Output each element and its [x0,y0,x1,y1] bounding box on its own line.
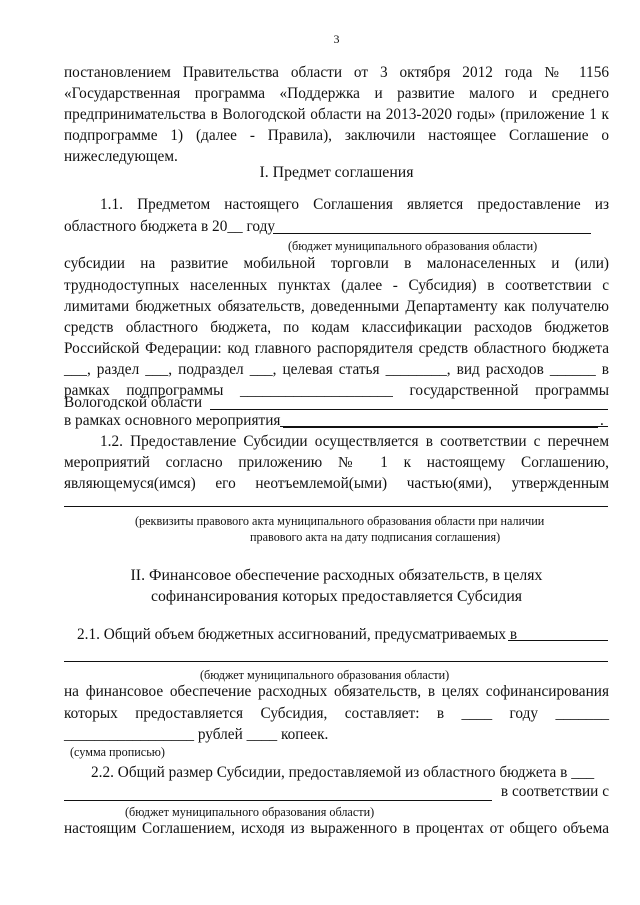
clause-1-1-line: Вологодской области [64,394,203,411]
clause-2-1-line: 2.1. Общий объем бюджетных ассигнований, предусматриваемых в [77,626,518,643]
paragraph-line: предпринимательства в Вологодской области на 2013-2020 годы» (приложение 1 к [64,106,609,123]
paragraph-line: «Государственная программа «Поддержка и развитие малого и среднего [64,85,609,102]
blank-line [273,233,591,234]
blank-line [210,409,608,410]
clause-1-2-line: являющемуся(имся) его неотъемлемой(ыми) частью(ями), утвержденным [64,475,609,492]
clause-1-1-line: областного бюджета в 20__ году [64,218,276,235]
field-caption: (сумма прописью) [70,745,165,759]
clause-1-1-line: труднодоступных населенных пунктах (далее - Субсидия) в соответствии с [64,277,609,294]
clause-1-1-line: лимитами бюджетных обязательств, доведенными Департаменту как получателю [64,298,609,315]
blank-line [64,506,608,507]
blank-line [283,427,598,428]
section-heading: софинансирования которых предоставляется Субсидия [150,588,523,605]
paragraph-line: постановлением Правительства области от 3 октября 2012 года № 1156 [64,64,609,81]
clause-2-2-line: 2.2. Общий размер Субсидии, предоставляемой из областного бюджета в ___ [91,764,595,781]
section-heading: II. Финансовое обеспечение расходных обязательств, в целях [130,567,543,584]
field-caption: (бюджет муниципального образования области) [288,239,538,253]
clause-2-1-line: _________________ рублей ____ копеек. [64,726,329,743]
paragraph-line: подпрограмме 1) (далее - Правила), заключили настоящее Соглашение о [64,127,609,144]
clause-1-1-line: Российской Федерации: код главного распорядителя средств областного бюджета [64,340,609,357]
clause-1-1-line: субсидии на развитие мобильной торговли в малонаселенных и (или) [64,255,609,272]
field-caption: (реквизиты правового акта муниципального образования области при наличии [135,514,545,528]
field-caption: (бюджет муниципального образования области) [125,805,375,819]
clause-1-1-line: 1.1. Предметом настоящего Соглашения является предоставление из [100,196,609,213]
clause-1-2-line: мероприятий согласно приложению № 1 к настоящему Соглашению, [64,454,609,471]
blank-line [64,661,608,662]
field-caption: правового акта на дату подписания соглашения) [250,530,501,544]
section-heading: I. Предмет соглашения [259,164,414,181]
blank-line [508,640,608,641]
page-number: 3 [333,32,340,46]
clause-2-1-line: которых предоставляется Субсидия, составляет: в ____ году _______ [64,705,609,722]
blank-line [64,800,492,801]
clause-2-2-line: настоящим Соглашением, исходя из выраженного в процентах от общего объема [64,820,609,837]
clause-1-1-line: ___, раздел ___, подраздел ___, целевая статья ________, вид расходов ______ в [64,361,609,378]
clause-1-2-line: 1.2. Предоставление Субсидии осуществляется в соответствии с перечнем [100,433,609,450]
clause-2-2-line: в соответствии с [500,783,609,800]
period: . [600,412,604,429]
clause-1-1-line: средств областного бюджета, по кодам классификации расходов бюджетов [64,319,609,336]
paragraph-line: нижеследующем. [64,148,178,165]
clause-1-1-line: рамках подпрограммы ____________________ государственной программы [64,382,609,399]
clause-2-1-line: на финансовое обеспечение расходных обязательств, в целях софинансирования [64,683,609,700]
clause-1-1-line: в рамках основного мероприятия [64,412,281,429]
field-caption: (бюджет муниципального образования области) [200,668,450,682]
